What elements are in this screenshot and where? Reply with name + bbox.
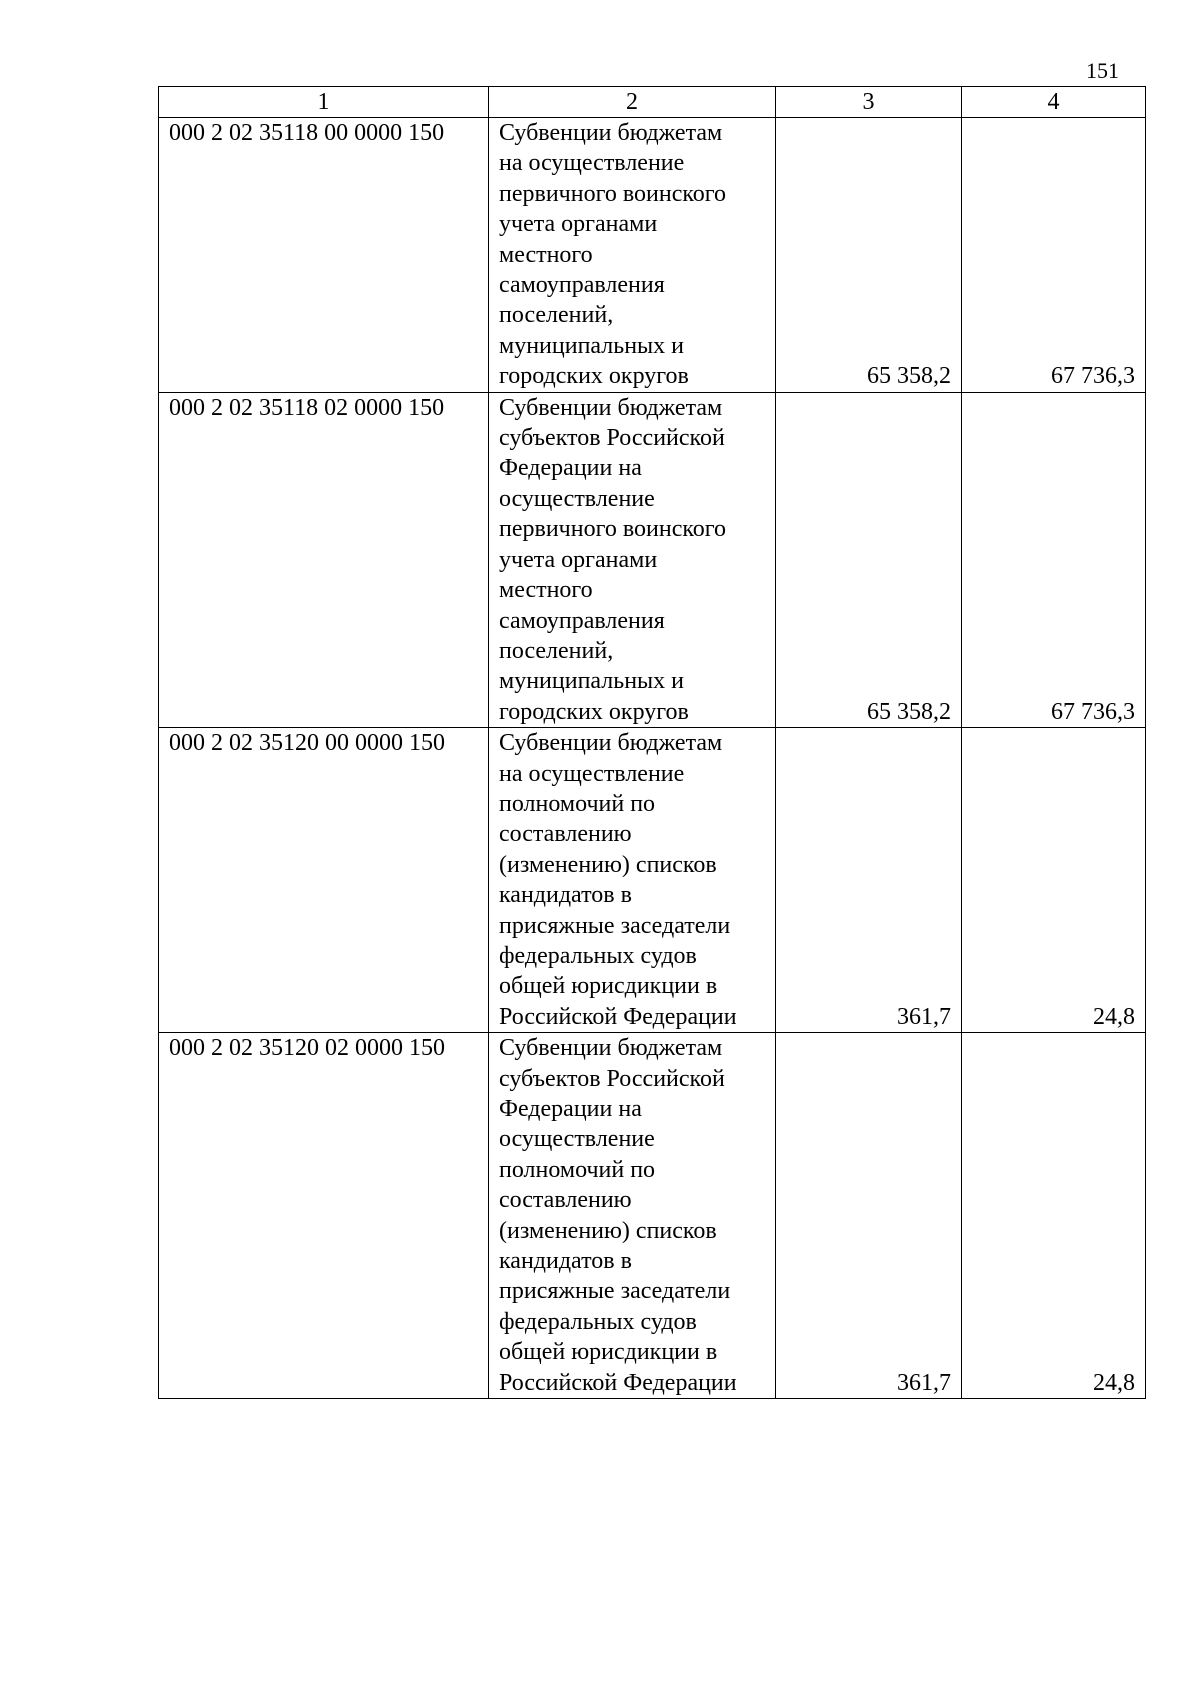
description-line: первичного воинского: [499, 516, 727, 543]
description-line: общей юрисдикции в: [499, 973, 718, 1000]
amount-col-3-cell: 361,7: [776, 728, 962, 1033]
description-line: Федерации на: [499, 1096, 642, 1122]
description-line: (изменению) списков: [499, 851, 717, 878]
description-line: субъектов Российской: [499, 1065, 725, 1092]
description-line: поселений,: [499, 302, 614, 329]
table-body: [159, 118, 1146, 1399]
description-line: составлению: [499, 1187, 632, 1214]
amount-col-4-cell: 24,8: [962, 1033, 1146, 1399]
table-row: [159, 728, 1146, 1033]
description-line: субъектов Российской: [499, 425, 725, 452]
description-line: полномочий по: [499, 1156, 656, 1183]
description-line: городских округов: [499, 698, 689, 725]
description-line: Российской Федерации: [499, 1003, 737, 1030]
description-line: кандидатов в: [499, 882, 632, 909]
description-line: самоуправления: [499, 607, 665, 634]
description-line: поселений,: [499, 637, 614, 664]
description-line: городских округов: [499, 363, 689, 390]
description-line: Субвенции бюджетам: [499, 120, 723, 146]
description-line: Российской Федерации: [499, 1369, 737, 1396]
description-line: Субвенции бюджетам: [499, 394, 723, 421]
amount-col-4-cell: 67 736,3: [962, 118, 1146, 393]
description-line: присяжные заседатели: [499, 1278, 731, 1305]
description-line: муниципальных и: [499, 332, 685, 359]
table-row: [159, 1033, 1146, 1399]
description-line: присяжные заседатели: [499, 912, 731, 939]
description-line: федеральных судов: [499, 942, 697, 969]
header-col-3: 3: [776, 87, 962, 118]
amount-col-3-cell: 65 358,2: [776, 118, 962, 393]
amount-col-3-cell: 65 358,2: [776, 392, 962, 727]
table-row: [159, 118, 1146, 393]
description-cell: [489, 118, 776, 393]
budget-code-cell: 000 2 02 35120 00 0000 150: [159, 728, 489, 1033]
description-line: Субвенции бюджетам: [499, 730, 723, 757]
description-line: составлению: [499, 821, 632, 848]
budget-code-cell: 000 2 02 35120 02 0000 150: [159, 1033, 489, 1399]
description-line: местного: [499, 241, 593, 268]
header-col-4: 4: [962, 87, 1146, 118]
description-line: федеральных судов: [499, 1308, 697, 1335]
description-line: осуществление: [499, 1126, 655, 1153]
description-line: кандидатов в: [499, 1248, 632, 1275]
description-line: на осуществление: [499, 760, 685, 787]
budget-table: [158, 86, 1146, 1399]
description-cell: [489, 392, 776, 727]
description-line: на осуществление: [499, 150, 685, 177]
description-line: (изменению) списков: [499, 1217, 717, 1244]
amount-col-4-cell: 67 736,3: [962, 392, 1146, 727]
description-line: первичного воинского: [499, 180, 727, 207]
amount-col-3-cell: 361,7: [776, 1033, 962, 1399]
description-line: самоуправления: [499, 272, 665, 299]
header-col-1: 1: [159, 87, 489, 118]
description-line: муниципальных и: [499, 668, 685, 695]
description-line: местного: [499, 577, 593, 604]
description-line: Федерации на: [499, 455, 642, 482]
description-line: полномочий по: [499, 790, 656, 817]
table-row: [159, 392, 1146, 727]
description-line: учета органами: [499, 546, 658, 573]
amount-col-4-cell: 24,8: [962, 728, 1146, 1033]
description-cell: [489, 1033, 776, 1399]
header-row: [159, 87, 1146, 118]
description-line: Субвенции бюджетам: [499, 1035, 723, 1062]
header-col-2: 2: [489, 87, 776, 118]
description-cell: [489, 728, 776, 1033]
description-line: учета органами: [499, 211, 658, 238]
budget-code-cell: 000 2 02 35118 00 0000 150: [159, 118, 489, 393]
budget-code-cell: 000 2 02 35118 02 0000 150: [159, 392, 489, 727]
description-line: общей юрисдикции в: [499, 1339, 718, 1366]
description-line: осуществление: [499, 485, 655, 512]
page-number: 151: [1086, 58, 1119, 83]
